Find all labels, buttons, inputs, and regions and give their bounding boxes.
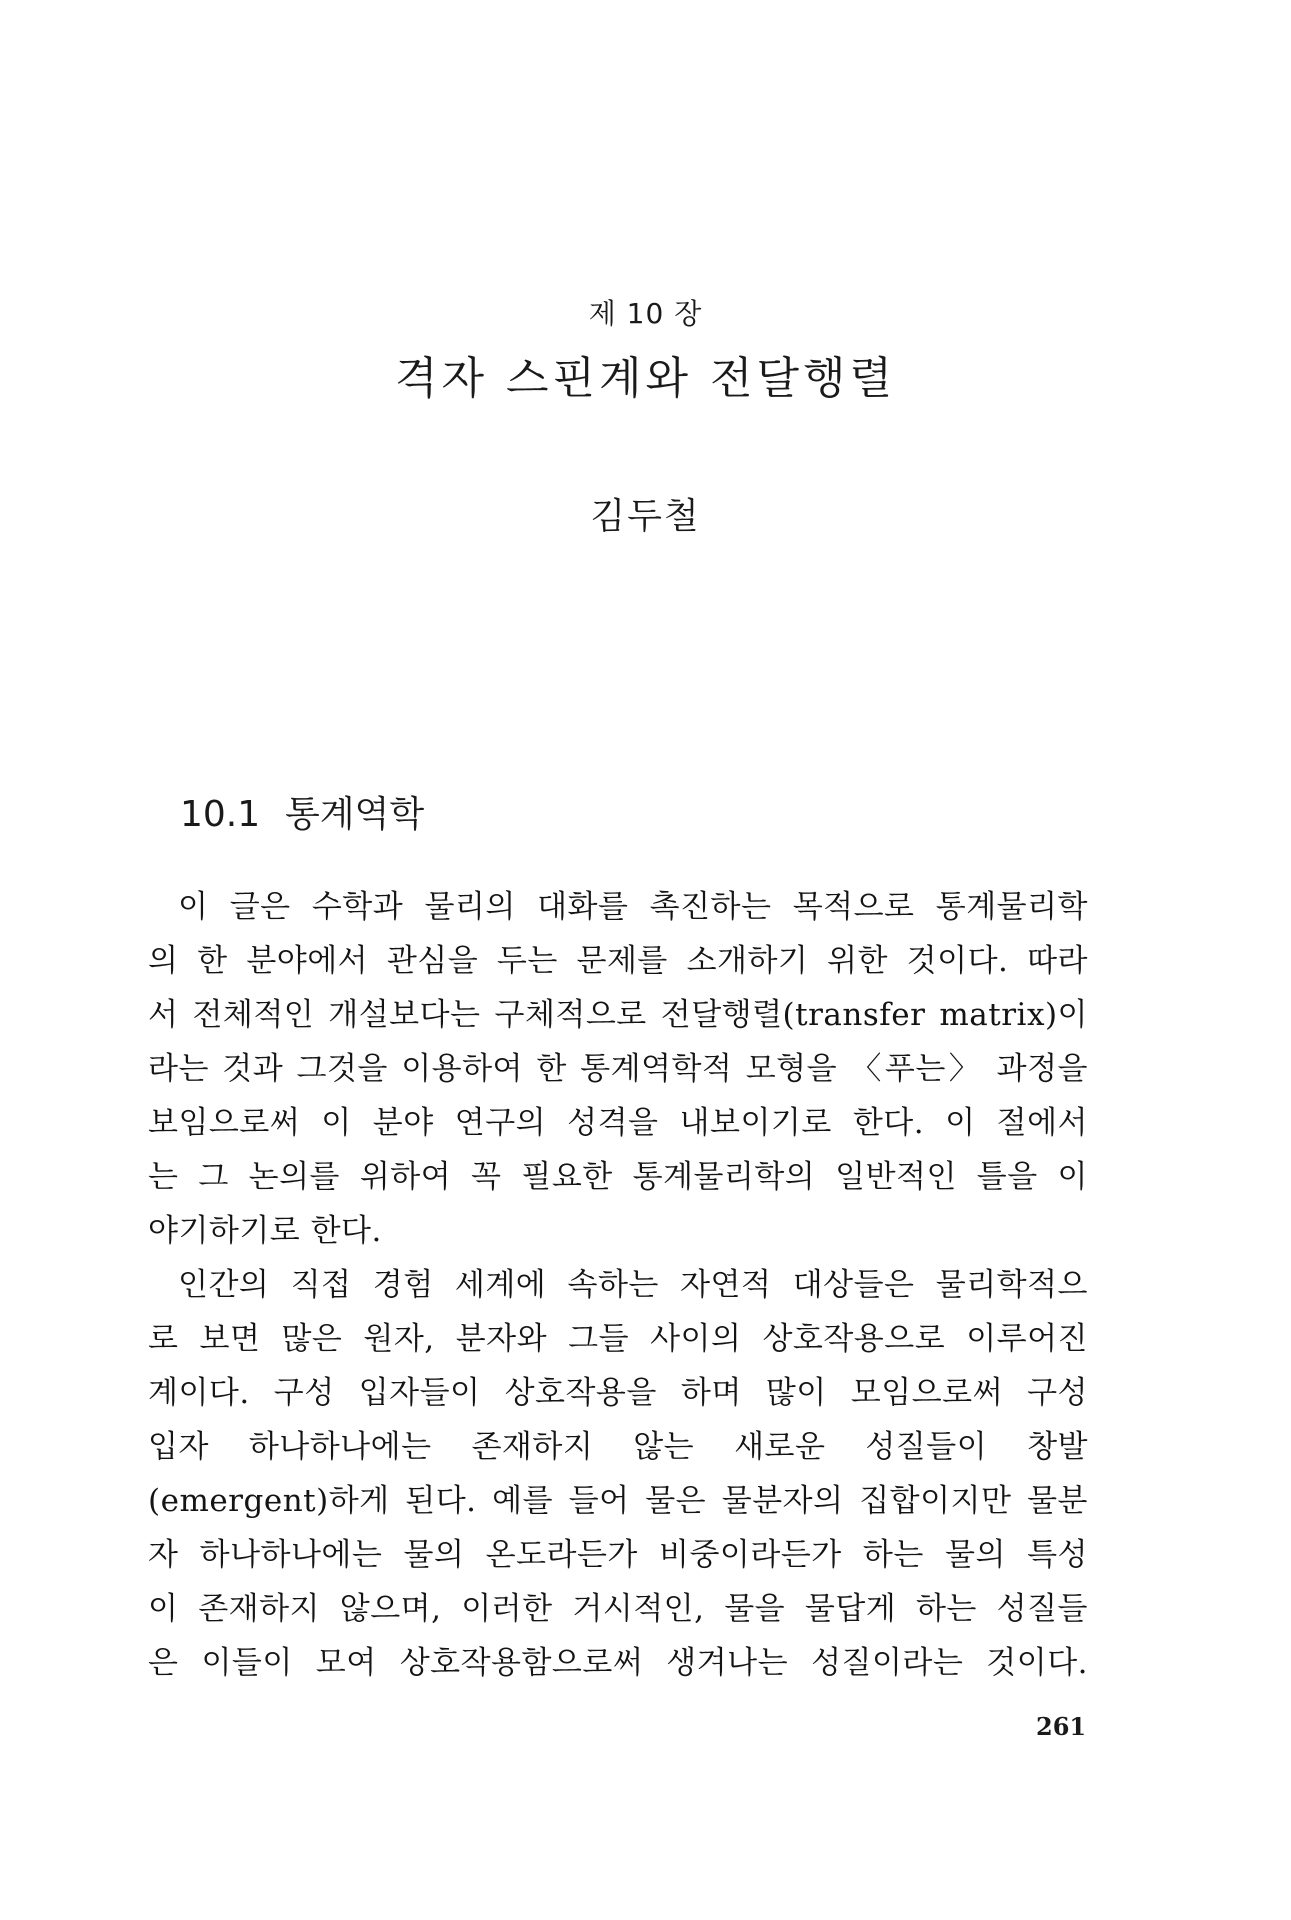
chapter-label: 제 10 장 (588, 297, 703, 330)
text-line: 인간의 직접 경험 세계에 속하는 자연적 대상들은 물리학적으 (178, 1267, 1088, 1303)
text-line: 는 그 논의를 위하여 꼭 필요한 통계물리학의 일반적인 틀을 이 (148, 1159, 1088, 1195)
text-line: 자 하나하나에는 물의 온도라든가 비중이라든가 하는 물의 특성 (148, 1537, 1088, 1573)
text-line: 로 보면 많은 원자, 분자와 그들 사이의 상호작용으로 이루어진 (148, 1321, 1088, 1357)
text-line: 이 글은 수학과 물리의 대화를 촉진하는 목적으로 통계물리학 (178, 889, 1088, 925)
author-name: 김두철 (590, 496, 701, 537)
text-line: 보임으로써 이 분야 연구의 성격을 내보이기로 한다. 이 절에서 (148, 1105, 1088, 1141)
text-line: 야기하기로 한다. (148, 1213, 382, 1249)
text-line: 입자 하나하나에는 존재하지 않는 새로운 성질들이 창발 (148, 1429, 1088, 1465)
text-line: 은 이들이 모여 상호작용함으로써 생겨나는 성질이라는 것이다. (148, 1645, 1088, 1681)
section-number: 10.1 (180, 794, 261, 835)
text-line: 의 한 분야에서 관심을 두는 문제를 소개하기 위한 것이다. 따라 (148, 943, 1088, 979)
section-title: 통계역학 (285, 794, 425, 835)
chapter-title: 격자 스핀계와 전달행렬 (394, 353, 896, 404)
section-heading (180, 786, 424, 837)
text-line: (emergent)하게 된다. 예를 들어 물은 물분자의 집합이지만 물분 (148, 1483, 1088, 1519)
text-line: 이 존재하지 않으며, 이러한 거시적인, 물을 물답게 하는 성질들 (148, 1591, 1088, 1627)
text-line: 계이다. 구성 입자들이 상호작용을 하며 많이 모임으로써 구성 (148, 1375, 1088, 1411)
body-text (148, 880, 1088, 1690)
page-number: 261 (1036, 1712, 1087, 1741)
text-line: 서 전체적인 개설보다는 구체적으로 전달행렬(transfer matrix)이 (148, 997, 1088, 1033)
text-line: 라는 것과 그것을 이용하여 한 통계역학적 모형을 〈푸는〉 과정을 (148, 1051, 1088, 1087)
